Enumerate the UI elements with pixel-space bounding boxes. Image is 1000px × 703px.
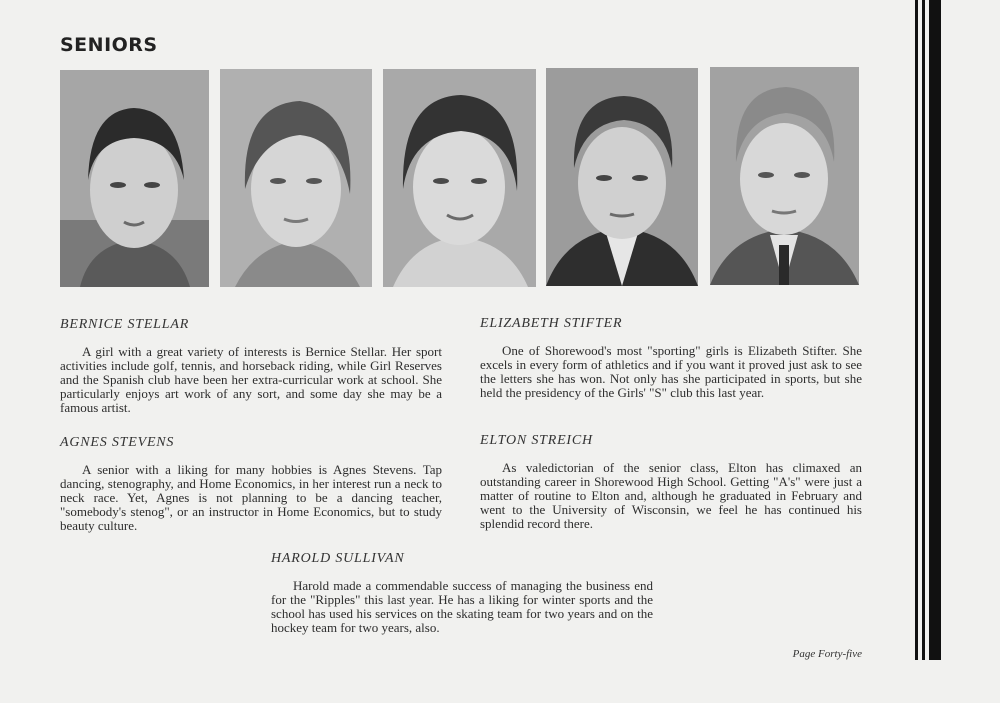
- student-entry: [60, 317, 442, 415]
- student-name: AGNES STEVENS: [60, 435, 175, 450]
- border-bar: [915, 0, 918, 660]
- student-name: ELTON STREICH: [480, 433, 593, 448]
- student-entry: [271, 551, 653, 635]
- student-entry: [60, 435, 442, 533]
- student-bio: A senior with a liking for many hobbies is Agnes Stevens. Tap dancing, stenography, and Home Economics, in her interest run a neck to neck race. Yet, Agnes is not planning to be a dancing teacher, "somebody's stenog", or an instructor in Home Economics, but to study beauty culture.: [60, 462, 442, 533]
- student-name: HAROLD SULLIVAN: [271, 551, 405, 566]
- student-bio: Harold made a commendable success of managing the business end for the "Ripples" this last year. He has a liking for winter sports and the school has used his services on the skating team for two years and on the hockey team for two years, also.: [271, 578, 653, 635]
- portrait-photo: [60, 70, 209, 287]
- student-bio: A girl with a great variety of interests is Bernice Stellar. Her sport activities include golf, tennis, and horseback riding, while Girl Reserves and the Spanish club have been her extra-curricular work at school. She particularly enjoys art work of any sort, and some day she may be a famous artist.: [60, 344, 442, 415]
- page-title: SENIORS: [60, 34, 158, 56]
- student-bio: As valedictorian of the senior class, Elton has climaxed an outstanding career in Shorewood High School. Getting "A's" were just a matter of routine to Elton and, although he graduated in February and went to the University of Wisconsin, we feel he has continued his splendid record there.: [480, 460, 862, 531]
- portrait-photo: [220, 69, 372, 287]
- portrait-photo: [710, 67, 859, 285]
- border-bar: [922, 0, 925, 660]
- student-name: BERNICE STELLAR: [60, 317, 190, 332]
- student-entry: [480, 433, 862, 531]
- student-entry: [480, 316, 862, 400]
- student-name: ELIZABETH STIFTER: [480, 316, 623, 331]
- portrait-photo: [546, 68, 698, 286]
- page-number: Page Forty-five: [792, 648, 862, 660]
- student-bio: One of Shorewood's most "sporting" girls is Elizabeth Stifter. She excels in every form of athletics and if you want it proved just ask to see the letters she has won. Not only has she participated in sports, but she held the presidency of the Girls' "S" club this last year.: [480, 343, 862, 400]
- portrait-photo: [383, 69, 536, 287]
- border-bar: [929, 0, 941, 660]
